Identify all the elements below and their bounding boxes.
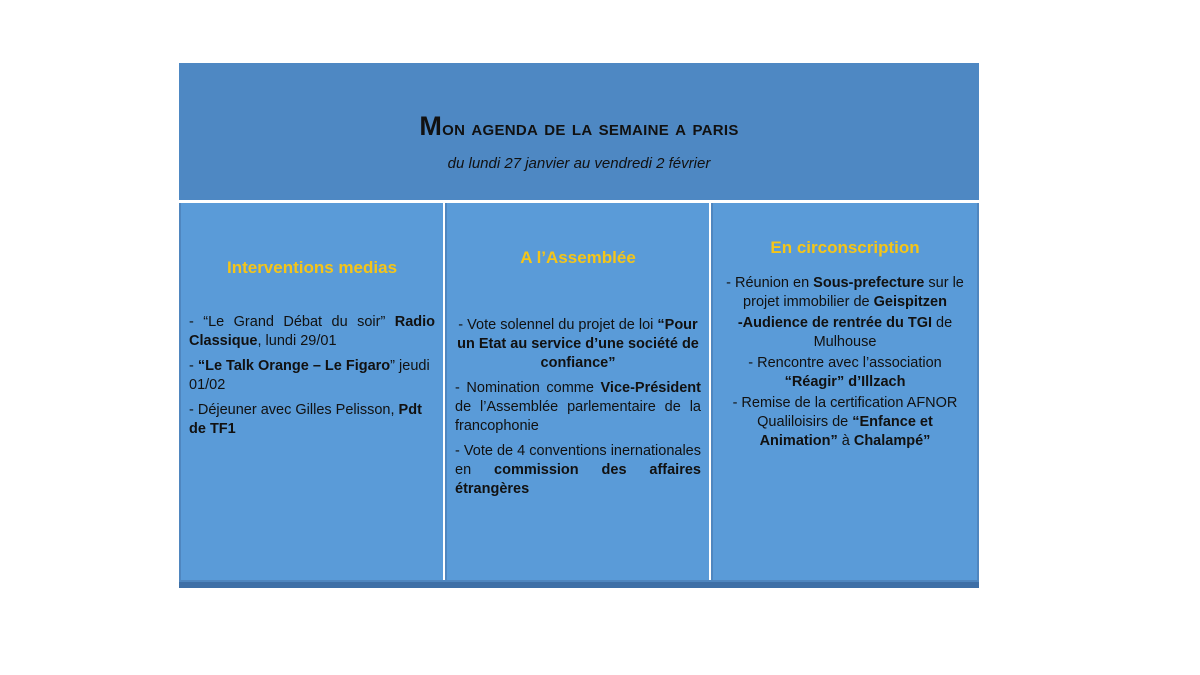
item-text: - Nomination comme bbox=[455, 380, 601, 396]
column-title: A l’Assemblée bbox=[520, 248, 636, 267]
list-item bbox=[189, 313, 435, 351]
agenda-panel bbox=[179, 63, 979, 588]
item-bold-text: -Audience de rentrée du TGI bbox=[737, 315, 932, 331]
column-body bbox=[721, 274, 969, 453]
item-text: à bbox=[837, 433, 854, 449]
page-subtitle: du lundi 27 janvier au vendredi 2 février bbox=[447, 155, 711, 172]
item-text: - Réunion en bbox=[726, 275, 814, 291]
column-body bbox=[455, 316, 701, 505]
item-bold-text: “Réagir” d’Illzach bbox=[784, 374, 906, 390]
list-item bbox=[189, 357, 435, 395]
column-title: En circonscription bbox=[770, 238, 920, 257]
list-item bbox=[721, 314, 969, 352]
item-bold-text: “Enfance et Animation” bbox=[759, 414, 933, 449]
item-bold-text: commission des affaires étrangères bbox=[455, 462, 701, 497]
column-interventions-medias bbox=[181, 203, 445, 580]
item-text: , lundi 29/01 bbox=[257, 333, 337, 349]
title-initial: M bbox=[419, 111, 443, 141]
column-assemblee bbox=[447, 203, 711, 580]
item-bold-text: Sous-prefecture bbox=[813, 275, 925, 291]
list-item bbox=[455, 442, 701, 499]
title-rest: on agenda de la semaine a paris bbox=[442, 117, 739, 140]
column-circonscription bbox=[713, 203, 977, 580]
item-bold-text: Vice-Président bbox=[600, 380, 701, 396]
item-text: - Déjeuner avec Gilles Pelisson, bbox=[189, 402, 399, 418]
column-title: Interventions medias bbox=[226, 258, 398, 277]
list-item bbox=[455, 379, 701, 436]
item-text: de l’Assemblée parlementaire de la francophonie bbox=[455, 399, 701, 434]
item-text: - Rencontre avec l’association bbox=[748, 355, 942, 371]
list-item bbox=[189, 401, 435, 439]
item-bold-text: Geispitzen bbox=[873, 294, 947, 310]
page-title bbox=[179, 111, 979, 142]
item-text: - “Le Grand Débat du soir” bbox=[189, 314, 395, 330]
item-text: - Vote solennel du projet de loi bbox=[458, 317, 658, 333]
item-text: sur le projet immobilier de bbox=[743, 275, 964, 310]
item-text: - Remise de la certification AFNOR Qualiloisirs de bbox=[732, 395, 958, 430]
list-item bbox=[455, 316, 701, 373]
list-item bbox=[721, 274, 969, 312]
item-bold-text: “Pour un Etat au service d’une société de confiance” bbox=[457, 317, 699, 371]
item-bold-text: Pdt de TF1 bbox=[189, 402, 422, 437]
item-bold-text: Radio Classique bbox=[189, 314, 435, 349]
column-body bbox=[189, 313, 435, 445]
item-text: - bbox=[189, 358, 198, 374]
item-bold-text: “Le Talk Orange – Le Figaro bbox=[197, 358, 391, 374]
item-text: - Vote de 4 conventions inernationales en bbox=[455, 443, 701, 478]
item-bold-text: Chalampé” bbox=[853, 433, 931, 449]
agenda-header bbox=[179, 63, 979, 203]
item-text: ” jeudi 01/02 bbox=[189, 358, 430, 393]
list-item bbox=[721, 394, 969, 451]
list-item bbox=[721, 354, 969, 392]
item-text: de Mulhouse bbox=[813, 315, 953, 350]
